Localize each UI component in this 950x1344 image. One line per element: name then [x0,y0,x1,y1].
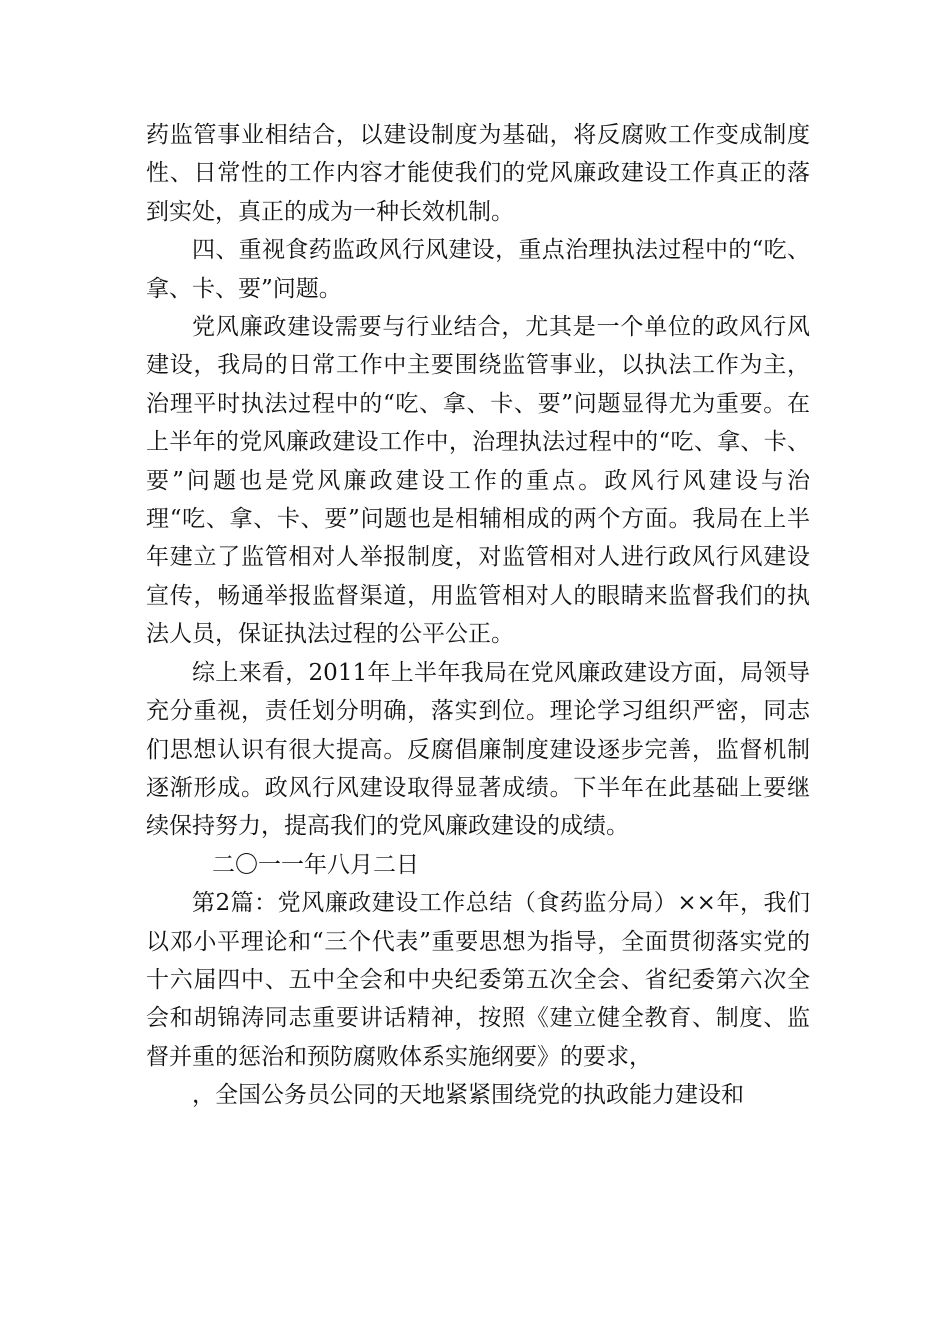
paragraph-3: 党风廉政建设需要与行业结合，尤其是一个单位的政风行风建设，我局的日常工作中主要围绕监管事业，以执法工作为主，治理平时执法过程中的“吃、拿、卡、要”问题显得尤为重要。在上半年的党风廉政建设工作中，治理执法过程中的“吃、拿、卡、要”问题也是党风廉政建设工作的重点。政风行风建设与治理“吃、拿、卡、要”问题也是相辅相成的两个方面。我局在上半年建立了监管相对人举报制度，对监管相对人进行政风行风建设宣传，畅通举报监督渠道，用监管相对人的眼睛来监督我们的执法人员，保证执法过程的公平公正。 [146,314,810,648]
paragraph-4: 综上来看，2011年上半年我局在党风廉政建设方面，局领导充分重视，责任划分明确，落实到位。理论学习组织严密，同志们思想认识有很大提高。反腐倡廉制度建设逐步完善，监督机制逐渐形成。政风行风建设取得显著成绩。下半年在此基础上要继续保持努力，提高我们的党风廉政建设的成绩。 [146,659,810,840]
document-page [146,116,810,1115]
paragraph-6: 第2篇：党风廉政建设工作总结（食药监分局）××年，我们以邓小平理论和“三个代表”重要思想为指导，全面贯彻落实党的十六届四中、五中全会和中央纪委第五次全会、省纪委第六次全会和胡锦涛同志重要讲话精神，按照《建立健全教育、制度、监督并重的惩治和预防腐败体系实施纲要》的要求， [146,890,810,1070]
date-line: 二〇一一年八月二日 [212,851,419,878]
paragraph-7: ，全国公务员公同的天地紧紧围绕党的执政能力建设和 [192,1082,744,1109]
paragraph-2-heading: 四、重视食药监政风行风建设，重点治理执法过程中的“吃、拿、卡、要”问题。 [146,237,810,302]
paragraph-1: 药监管事业相结合，以建设制度为基础，将反腐败工作变成制度性、日常性的工作内容才能使我们的党风廉政建设工作真正的落到实处，真正的成为一种长效机制。 [146,122,810,225]
